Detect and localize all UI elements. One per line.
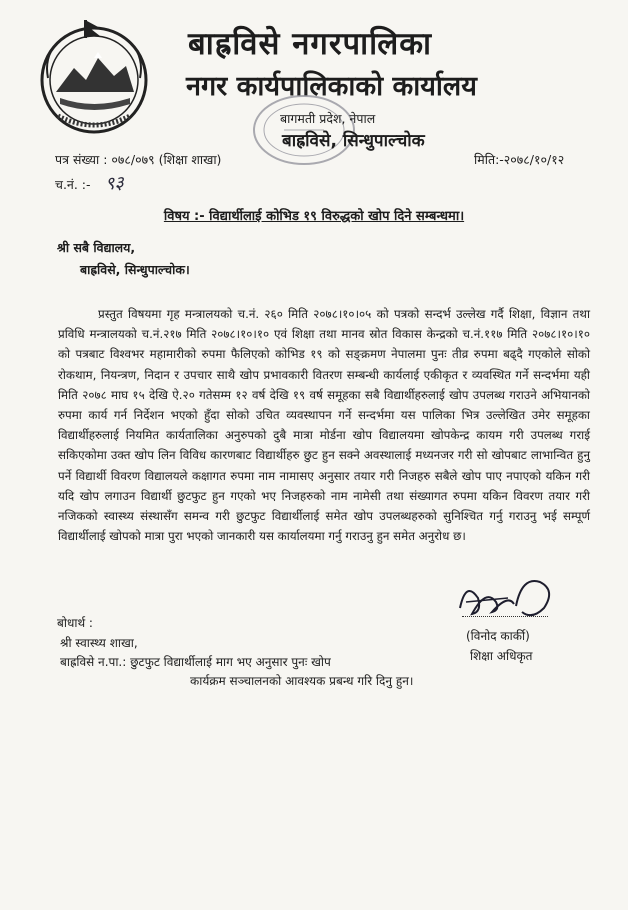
subject-text: विषय :- विद्यार्थीलाई कोभिड १९ विरुद्धको खोप दिने सम्बन्धमा। xyxy=(163,209,465,224)
chalani-number: ९३ xyxy=(103,172,124,195)
addressee-line-2: बाह्रविसे, सिन्धुपाल्चोक। xyxy=(80,262,190,277)
letter-date: मिति:-२०७८/१०/१२ xyxy=(474,152,565,167)
addressee-line-1: श्री सबै विद्यालय, xyxy=(57,240,136,255)
bodharth-line-3: कार्यक्रम सञ्चालनको आवश्यक प्रबन्ध गरि दिनु हुन। xyxy=(190,674,414,688)
bodharth-line-1: श्री स्वास्थ्य शाखा, xyxy=(60,636,138,650)
office-name: नगर कार्यपालिकाको कार्यालय xyxy=(186,71,477,102)
round-office-stamp-icon xyxy=(244,86,364,168)
chalani-row xyxy=(55,171,123,195)
bodharth-heading: बोधार्थ : xyxy=(57,616,93,630)
reference-number: पत्र संख्या : ०७८/०७९ (शिक्षा शाखा) xyxy=(55,152,222,167)
subject-line xyxy=(0,206,628,224)
body-paragraph: प्रस्तुत विषयमा गृह मन्त्रालयको च.नं. २६० मिति २०७८।१०।०५ को पत्रको सन्दर्भ उल्लेख गर्दै शिक्षा, विज्ञान तथा प्रविधि मन्त्रालयको च.नं.२१७ मिति २०७८।१०।१० एवं शिक्षा तथा मानव स्रोत विकास केन्द्रको च.नं.११७ मिति २०७८।१०।१० को पत्रबाट विश्वभर महामारीको रुपमा फैलिएको कोभिड १९ को सङ्क्रमण नेपालमा पुनः तीव्र रुपमा बढ्दै गएकोले सोको रोकथाम, नियन्त्रण, निदान र उपचार साथै खोप प्रभावकारी वितरण सम्बन्धी कार्यलाई एकीकृत र व्यवस्थित गर्ने सन्दर्भमा यही मिति २०७८ माघ १५ देखि ऐ.२० गतेसम्म १२ वर्ष देखि १९ वर्ष समूहका सबै विद्यार्थीहरुलाई खोप उपलब्ध गराउने अभियानको रुपमा कार्य गर्न निर्देशन भएको हुँदा सोको उचित व्यवस्थापन गर्ने सन्दर्भमा यस पालिका भित्र उल्लेखित उमेर समूहका विद्यार्थीहरुलाई नियमित कार्यतालिका अनुरुपको दुबै मात्रा मोर्डना खोप विद्यालयमा खोपकेन्द्र कायम गरी उपलब्ध गराई सकिएकोमा उक्त खोप लिन विविध कारणबाट विद्यार्थीहरु छुट हुन सक्ने अवस्थालाई मध्यनजर गरी सो खोपबाट लाभान्वित हुनु पर्ने विद्यार्थी विवरण विद्यालयले कक्षागत रुपमा नाम नामासए अनुसार तयार गरी निजहरु सबैले खोप पाए नपाएको यकिन गरी यदि खोप लगाउन विद्यार्थी छुटफुट हुन गएको भए निजहरुको नाम नामेसी तथा संख्यागत रुपमा यकिन विवरण तयार गरी नजिकको स्वास्थ्य संस्थासँग समन्व गरी छुटफुट विद्यार्थीलाई समेत खोप उपलब्धहरुको सुनिश्चित गर्नु गराउनु भई सम्पूर्ण विद्यार्थीलाई खोपको मात्रा पुरा भएको जानकारी यस कार्यालयमा गर्नु गराउनु हुन समेत अनुरोध छ। xyxy=(58,307,590,544)
handwritten-signature-icon xyxy=(452,568,570,628)
signatory-name: (विनोद कार्की) xyxy=(466,629,530,643)
bodharth-line-2: बाह्रविसे न.पा.: छुटफुट विद्यार्थीलाई माग भए अनुसार पुनः खोप xyxy=(60,655,331,669)
municipality-emblem-icon xyxy=(34,18,154,138)
signature-line xyxy=(462,616,548,617)
signatory-title: शिक्षा अधिकृत xyxy=(470,649,533,663)
letter-body xyxy=(58,304,590,546)
district-line: बाह्रविसे, सिन्धुपाल्चोक xyxy=(282,131,425,151)
province-line: बागमती प्रदेश, नेपाल xyxy=(280,111,376,126)
chalani-label: च.नं. :- xyxy=(55,177,91,192)
org-name: बाह्रविसे नगरपालिका xyxy=(188,26,433,62)
